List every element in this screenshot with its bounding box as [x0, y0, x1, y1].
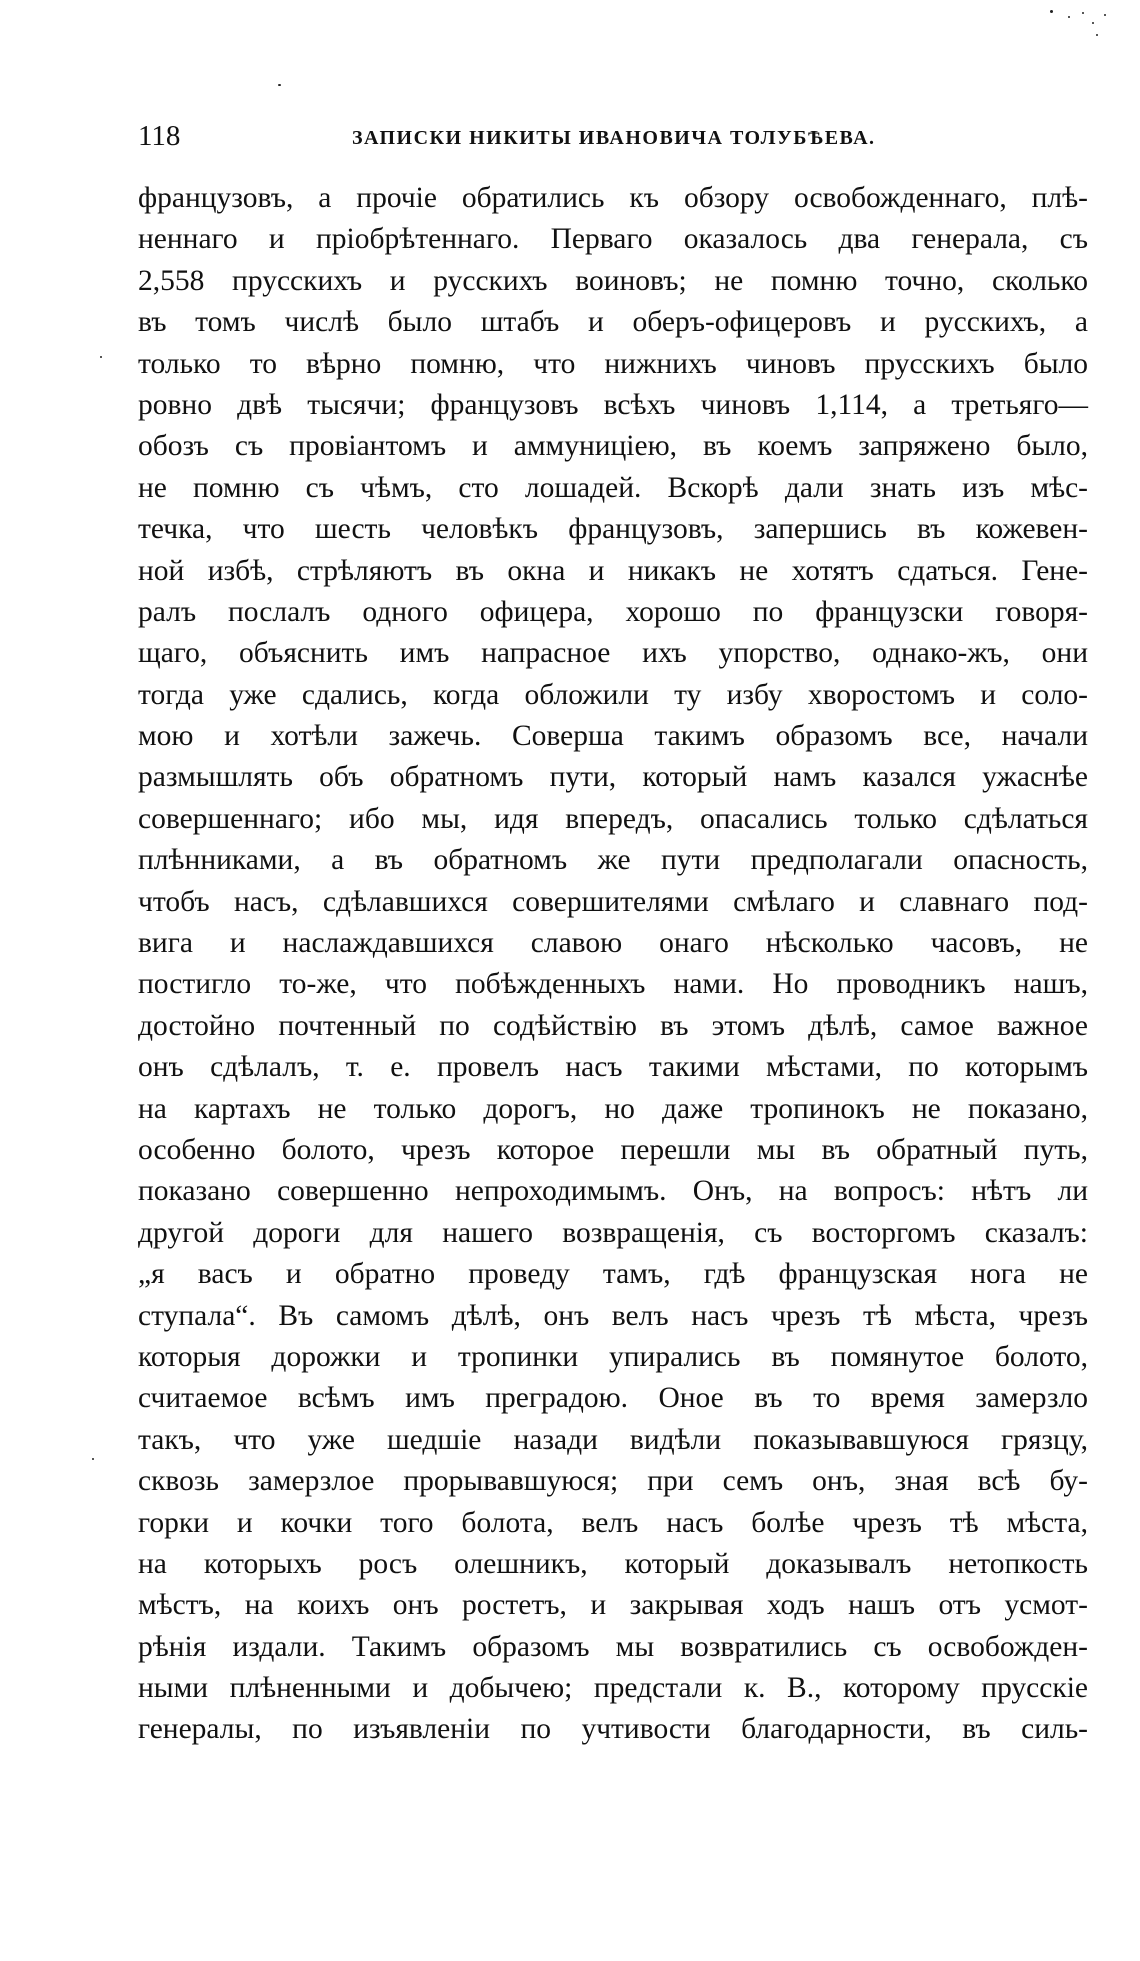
text-line: которыя дорожки и тропинки упирались въ помянутое болото,	[138, 1340, 1088, 1373]
text-line: другой дороги для нашего возвращенія, съ восторгомъ сказалъ:	[138, 1216, 1088, 1249]
text-line: не помню съ чѣмъ, сто лошадей. Вскорѣ дали знать изъ мѣс-	[138, 471, 1088, 504]
text-line: генералы, по изъявленіи по учтивости благодарности, въ силь-	[138, 1713, 1088, 1746]
text-line: онъ сдѣлалъ, т. е. провелъ насъ такими мѣстами, по которымъ	[138, 1051, 1088, 1084]
text-line: ступала“. Въ самомъ дѣлѣ, онъ велъ насъ чрезъ тѣ мѣста, чрезъ	[138, 1299, 1088, 1332]
text-line: сквозь замерзлое прорывавшуюся; при семъ онъ, зная всѣ бу-	[138, 1465, 1088, 1498]
running-title: ЗАПИСКИ НИКИТЫ ИВАНОВИЧА ТОЛУБѢЕВА.	[352, 127, 876, 149]
text-line: на картахъ не только дорогъ, но даже тропинокъ не показано,	[138, 1092, 1088, 1125]
body-text	[138, 178, 1088, 1751]
scan-speck	[1104, 14, 1106, 16]
scan-speck	[278, 84, 281, 86]
text-line: обозъ съ провіантомъ и аммуниціею, въ коемъ запряжено было,	[138, 430, 1088, 463]
text-line: на которыхъ росъ олешникъ, который доказывалъ нетопкость	[138, 1547, 1088, 1580]
text-line: мою и хотѣли зажечь. Соверша такимъ образомъ все, начали	[138, 720, 1088, 753]
text-line: показано совершенно непроходимымъ. Онъ, на вопросъ: нѣтъ ли	[138, 1175, 1088, 1208]
text-line: ралъ послалъ одного офицера, хорошо по французски говоря-	[138, 595, 1088, 628]
text-line: считаемое всѣмъ имъ преградою. Оное въ то время замерзло	[138, 1382, 1088, 1415]
text-line: неннаго и пріобрѣтеннаго. Перваго оказалось два генерала, съ	[138, 223, 1088, 256]
text-line: горки и кочки того болота, велъ насъ болѣе чрезъ тѣ мѣста,	[138, 1506, 1088, 1539]
text-line: „я васъ и обратно проведу тамъ, гдѣ французская нога не	[138, 1258, 1088, 1291]
text-line: особенно болото, чрезъ которое перешли мы въ обратный путь,	[138, 1133, 1088, 1166]
text-line: такъ, что уже шедшіе назади видѣли показывавшуюся грязцу,	[138, 1423, 1088, 1456]
page-header	[138, 116, 1088, 156]
text-line: вига и наслаждавшихся славою онаго нѣсколько часовъ, не	[138, 927, 1088, 960]
text-line: рѣнія издали. Такимъ образомъ мы возвратились съ освобожден-	[138, 1630, 1088, 1663]
scan-speck	[92, 1458, 94, 1460]
scan-speck	[100, 356, 102, 358]
text-line: щаго, объяснить имъ напрасное ихъ упорство, однако-жъ, они	[138, 637, 1088, 670]
text-line: ной избѣ, стрѣляютъ въ окна и никакъ не хотятъ сдаться. Гене-	[138, 554, 1088, 587]
text-line: въ томъ числѣ было штабъ и оберъ-офицеровъ и русскихъ, а	[138, 306, 1088, 339]
text-line: ными плѣненными и добычею; предстали к. В., которому прусскіе	[138, 1672, 1088, 1705]
text-line: достойно почтенный по содѣйствію въ этомъ дѣлѣ, самое важное	[138, 1009, 1088, 1042]
scan-speck	[1092, 22, 1094, 24]
page-number: 118	[138, 120, 181, 152]
text-line: ровно двѣ тысячи; французовъ всѣхъ чиновъ 1,114, а третьяго—	[138, 388, 1088, 421]
text-line: размышлять объ обратномъ пути, который намъ казался ужаснѣе	[138, 761, 1088, 794]
scan-speck	[1068, 16, 1070, 18]
text-line: мѣстъ, на коихъ онъ ростетъ, и закрывая ходъ нашъ отъ усмот-	[138, 1589, 1088, 1622]
text-line: 2,558 прусскихъ и русскихъ воиновъ; не помню точно, сколько	[138, 264, 1088, 297]
text-line: тогда уже сдались, когда обложили ту избу хворостомъ и соло-	[138, 678, 1088, 711]
text-line: плѣнниками, а въ обратномъ же пути предполагали опасность,	[138, 844, 1088, 877]
text-line: только то вѣрно помню, что нижнихъ чиновъ прусскихъ было	[138, 347, 1088, 380]
text-line: французовъ, а прочіе обратились къ обзору освобожденнаго, плѣ-	[138, 182, 1088, 214]
text-line: течка, что шесть человѣкъ французовъ, запершись въ кожевен-	[138, 513, 1088, 546]
text-line: постигло то-же, что побѣжденныхъ нами. Но проводникъ нашъ,	[138, 968, 1088, 1001]
scan-speck	[1050, 10, 1053, 13]
scan-speck	[1096, 34, 1098, 36]
text-line: чтобъ насъ, сдѣлавшихся совершителями смѣлаго и славнаго под-	[138, 885, 1088, 918]
scan-speck	[1082, 12, 1084, 14]
text-line: совершеннаго; ибо мы, идя впередъ, опасались только сдѣлаться	[138, 802, 1088, 835]
